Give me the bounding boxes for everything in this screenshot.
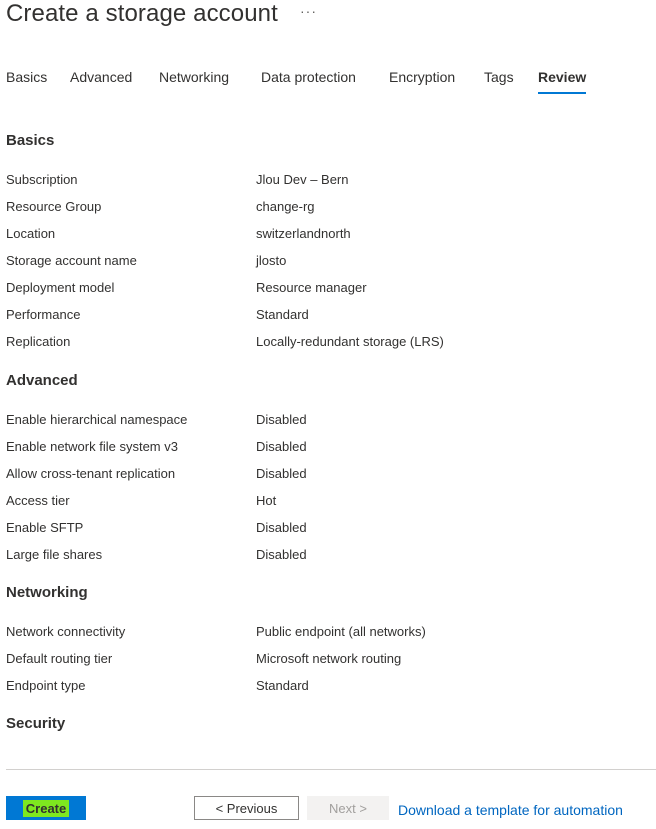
summary-row — [6, 412, 646, 430]
summary-row — [6, 651, 646, 669]
summary-row-label: Access tier — [6, 493, 70, 508]
create-button-label: Create — [23, 800, 69, 817]
footer-divider — [6, 769, 656, 770]
summary-row-value: Public endpoint (all networks) — [256, 624, 426, 639]
summary-row — [6, 226, 646, 244]
summary-row — [6, 439, 646, 457]
page-title: Create a storage account — [6, 0, 278, 27]
summary-row-value: Disabled — [256, 520, 307, 535]
summary-row — [6, 334, 646, 352]
tab-tags[interactable]: Tags — [484, 69, 514, 85]
tab-bar — [6, 69, 656, 96]
summary-row-label: Allow cross-tenant replication — [6, 466, 176, 481]
next-button[interactable]: Next > — [307, 796, 389, 820]
summary-row-value: Disabled — [256, 439, 307, 454]
summary-row-value: switzerlandnorth — [256, 226, 351, 241]
section-title-networking: Networking — [6, 584, 88, 601]
section-title-basics: Basics — [6, 132, 55, 149]
summary-row — [6, 253, 646, 271]
summary-row-value: Resource manager — [256, 280, 367, 295]
summary-row — [6, 547, 646, 565]
tab-basics[interactable]: Basics — [6, 69, 48, 85]
summary-row-label: Endpoint type — [6, 678, 86, 693]
tab-encryption[interactable]: Encryption — [389, 69, 456, 85]
tab-networking[interactable]: Networking — [159, 69, 230, 85]
summary-row-label: Resource Group — [6, 199, 102, 214]
section-title-advanced: Advanced — [6, 372, 78, 389]
summary-row-value: Disabled — [256, 412, 307, 427]
summary-row-value: Standard — [256, 678, 309, 693]
summary-row-value: Standard — [256, 307, 309, 322]
tab-data-protection[interactable]: Data protection — [261, 69, 356, 85]
summary-row-value: Locally-redundant storage (LRS) — [256, 334, 444, 349]
previous-button[interactable]: < Previous — [194, 796, 299, 820]
summary-row — [6, 466, 646, 484]
summary-row-label: Deployment model — [6, 280, 115, 295]
summary-row-label: Storage account name — [6, 253, 137, 268]
download-template-link[interactable]: Download a template for automation — [398, 802, 623, 818]
tab-advanced[interactable]: Advanced — [70, 69, 133, 85]
summary-row — [6, 520, 646, 538]
section-title-security: Security — [6, 715, 66, 732]
summary-row-label: Replication — [6, 334, 71, 349]
summary-row — [6, 624, 646, 642]
more-options-icon[interactable]: ··· — [300, 3, 317, 19]
summary-row-value: Hot — [256, 493, 277, 508]
summary-row — [6, 280, 646, 298]
summary-row — [6, 199, 646, 217]
summary-row — [6, 172, 646, 190]
summary-row-label: Enable SFTP — [6, 520, 84, 535]
summary-row-label: Large file shares — [6, 547, 103, 562]
create-button[interactable] — [6, 796, 86, 820]
summary-row-label: Network connectivity — [6, 624, 126, 639]
tab-review[interactable]: Review — [538, 69, 586, 95]
summary-row — [6, 678, 646, 696]
summary-row-label: Location — [6, 226, 56, 241]
summary-row-value: Disabled — [256, 547, 307, 562]
summary-row-value: Microsoft network routing — [256, 651, 402, 666]
summary-row-value: Jlou Dev – Bern — [256, 172, 349, 187]
summary-row — [6, 493, 646, 511]
summary-row-label: Performance — [6, 307, 81, 322]
summary-row-label: Default routing tier — [6, 651, 113, 666]
summary-row-label: Enable hierarchical namespace — [6, 412, 188, 427]
summary-row — [6, 307, 646, 325]
summary-row-value: change-rg — [256, 199, 315, 214]
summary-row-value: jlosto — [256, 253, 287, 268]
summary-row-label: Subscription — [6, 172, 78, 187]
summary-row-label: Enable network file system v3 — [6, 439, 178, 454]
summary-row-value: Disabled — [256, 466, 307, 481]
